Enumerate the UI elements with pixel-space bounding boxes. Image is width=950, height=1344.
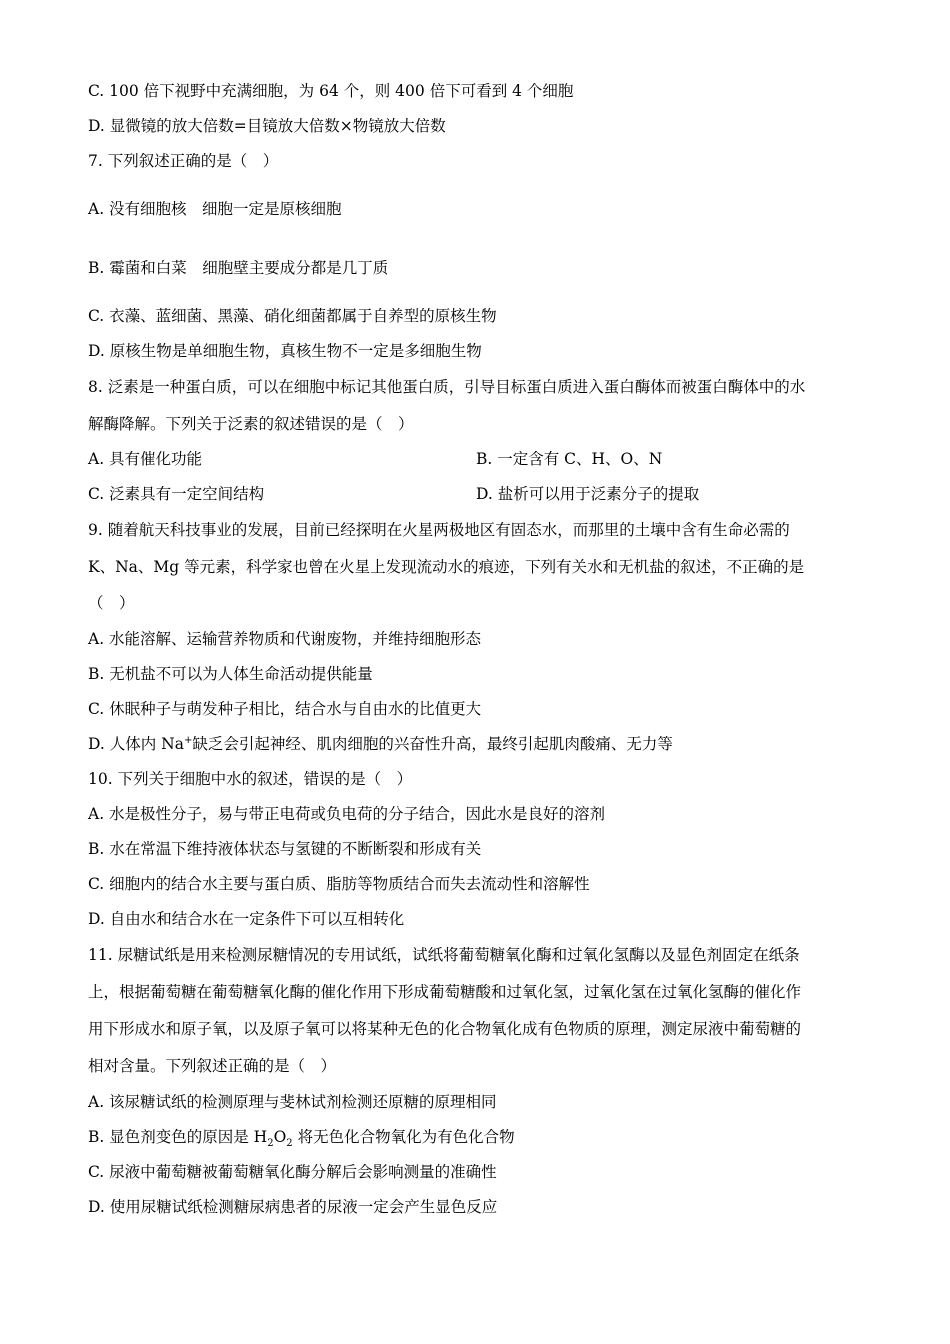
q8-option-a: A. 具有催化功能 — [88, 450, 203, 468]
q7-option-d: D. 原核生物是单细胞生物，真核生物不一定是多细胞生物 — [88, 342, 482, 360]
q9-stem-line2: K、Na、Mg 等元素，科学家也曾在火星上发现流动水的痕迹，下列有关水和无机盐的叙述，不正确的是 — [88, 558, 805, 576]
q11-option-b-pre: B. 显色剂变色的原因是 H — [88, 1128, 268, 1146]
q7-stem: 7. 下列叙述正确的是（ ） — [88, 152, 279, 170]
sodium-charge-sup: + — [183, 734, 193, 746]
q11-option-b — [88, 1126, 868, 1148]
q9-stem-line3: （ ） — [88, 594, 135, 612]
q6-option-d: D. 显微镜的放大倍数=目镜放大倍数×物镜放大倍数 — [88, 117, 446, 135]
q9-stem-line1: 9. 随着航天科技事业的发展，目前已经探明在火星两极地区有固态水，而那里的土壤中含有生命必需的 — [88, 521, 790, 539]
q8-stem-line2: 解酶降解。下列关于泛素的叙述错误的是（ ） — [88, 415, 414, 433]
q11-option-a: A. 该尿糖试纸的检测原理与斐林试剂检测还原糖的原理相同 — [88, 1093, 497, 1111]
q11-option-b-post: 将无色化合物氧化为有色化合物 — [292, 1128, 515, 1146]
q6-option-c: C. 100 倍下视野中充满细胞，为 64 个，则 400 倍下可看到 4 个细胞 — [88, 82, 574, 100]
h2o2-sub1: 2 — [267, 1138, 274, 1150]
q9-option-c: C. 休眠种子与萌发种子相比，结合水与自由水的比值更大 — [88, 700, 482, 718]
q9-option-d-post: 缺乏会引起神经、肌肉细胞的兴奋性升高，最终引起肌肉酸痛、无力等 — [192, 735, 673, 753]
q8-option-b: B. 一定含有 C、H、O、N — [476, 450, 663, 468]
q7-option-c: C. 衣藻、蓝细菌、黑藻、硝化细菌都属于自养型的原核生物 — [88, 307, 497, 325]
q9-option-d — [88, 733, 868, 755]
q11-stem-line1: 11. 尿糖试纸是用来检测尿糖情况的专用试纸，试纸将葡萄糖氧化酶和过氧化氢酶以及显色剂固定在纸条 — [88, 946, 800, 964]
q7-option-b: B. 霉菌和白菜 细胞壁主要成分都是几丁质 — [88, 259, 389, 277]
q9-option-a: A. 水能溶解、运输营养物质和代谢废物，并维持细胞形态 — [88, 630, 482, 648]
q8-stem-line1: 8. 泛素是一种蛋白质，可以在细胞中标记其他蛋白质，引导目标蛋白质进入蛋白酶体而被蛋白酶体中的水 — [88, 378, 806, 396]
q9-option-d-pre: D. 人体内 Na — [88, 735, 184, 753]
q10-option-b: B. 水在常温下维持液体状态与氢键的不断断裂和形成有关 — [88, 840, 482, 858]
q8-option-c: C. 泛素具有一定空间结构 — [88, 485, 265, 503]
q11-option-c: C. 尿液中葡萄糖被葡萄糖氧化酶分解后会影响测量的准确性 — [88, 1163, 497, 1181]
q10-option-c: C. 细胞内的结合水主要与蛋白质、脂肪等物质结合而失去流动性和溶解性 — [88, 875, 590, 893]
q7-option-a: A. 没有细胞核 细胞一定是原核细胞 — [88, 200, 342, 218]
q10-option-d: D. 自由水和结合水在一定条件下可以互相转化 — [88, 910, 405, 928]
q11-stem-line3: 用下形成水和原子氧，以及原子氧可以将某种无色的化合物氧化成有色物质的原理，测定尿液中葡萄糖的 — [88, 1020, 802, 1038]
q10-stem: 10. 下列关于细胞中水的叙述，错误的是（ ） — [88, 770, 413, 788]
h2o2-sub2: 2 — [286, 1138, 293, 1150]
q11-stem-line4: 相对含量。下列叙述正确的是（ ） — [88, 1057, 337, 1075]
q11-option-b-mid: O — [273, 1128, 287, 1146]
q10-option-a: A. 水是极性分子，易与带正电荷或负电荷的分子结合，因此水是良好的溶剂 — [88, 805, 606, 823]
q9-option-b: B. 无机盐不可以为人体生命活动提供能量 — [88, 665, 373, 683]
q11-option-d: D. 使用尿糖试纸检测糖尿病患者的尿液一定会产生显色反应 — [88, 1198, 498, 1216]
q11-stem-line2: 上，根据葡萄糖在葡萄糖氧化酶的催化作用下形成葡萄糖酸和过氧化氢，过氧化氢在过氧化氢酶的催化作 — [88, 983, 802, 1001]
q8-option-d: D. 盐析可以用于泛素分子的提取 — [476, 485, 700, 503]
